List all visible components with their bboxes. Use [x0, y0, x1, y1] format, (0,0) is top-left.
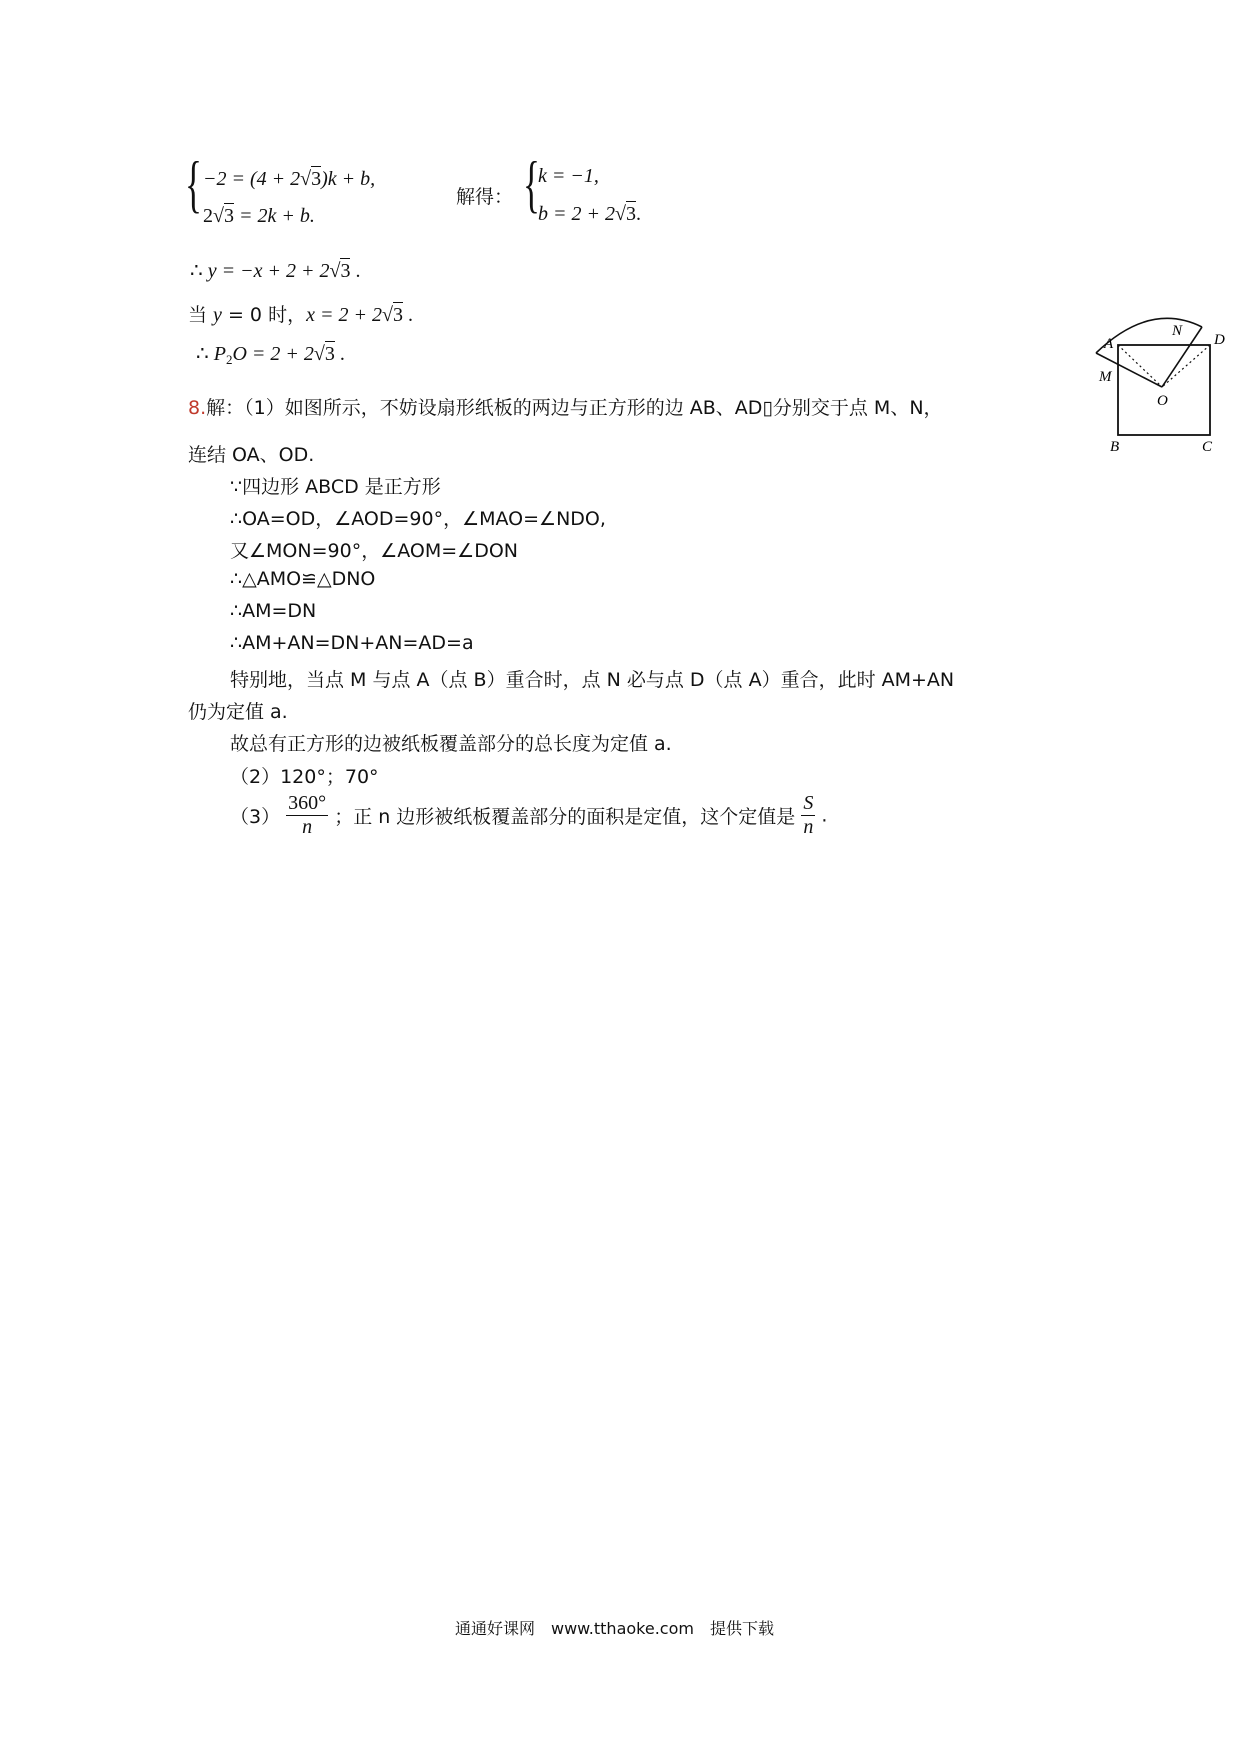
- footer-credit: 通通好课网 www.tthaoke.com 提供下载: [455, 1619, 774, 1638]
- label-d: D: [1214, 332, 1225, 348]
- left-brace-2: {: [523, 148, 540, 219]
- label-n: N: [1172, 323, 1183, 339]
- q8-line1: 8.解：（1）如图所示，不妨设扇形纸板的两边与正方形的边 AB、AD▯分别交于点 M、N，: [188, 397, 943, 419]
- dotted-oa: [1118, 345, 1162, 387]
- q8-part2: （2）120°；70°: [230, 766, 379, 788]
- label-c: C: [1202, 439, 1213, 455]
- label-o: O: [1157, 393, 1168, 409]
- system2-eq1: k = −1,: [538, 165, 599, 187]
- q8-step-3: 又∠MON=90°，∠AOM=∠DON: [230, 540, 518, 562]
- system2-eq2: b = 2 + 2√3.: [538, 203, 641, 225]
- line-p2o: ∴ $P_2O = 2 + 2√3$ .: [196, 343, 345, 367]
- q8-step-2: ∴OA=OD，∠AOD=90°，∠MAO=∠NDO,: [230, 508, 606, 530]
- q8-conclusion: 故总有正方形的边被纸板覆盖部分的总长度为定值 a.: [230, 733, 672, 755]
- q8-special-2: 仍为定值 a.: [188, 701, 288, 723]
- q8-step-1: ∵四边形 ABCD 是正方形: [230, 476, 441, 498]
- q8-step-4: ∴△AMO≌△DNO: [230, 568, 376, 590]
- label-b: B: [1110, 439, 1120, 455]
- fraction-360-over-n: $\frac{360^\circ}{n}$: [288, 792, 327, 838]
- line-y-equation: ∴ y = −x + 2 + 2√3 .: [190, 260, 361, 282]
- q8-part3: （3） $\frac{360^\circ}{n}$ ；正 n 边形被纸板覆盖部分的面积是定值，这个定值是 $\frac{S}{n}$ .: [230, 792, 828, 838]
- label-m: M: [1099, 369, 1112, 385]
- q8-special-1: 特别地，当点 M 与点 A（点 B）重合时，点 N 必与点 D（点 A）重合，此时 AM+AN: [230, 669, 955, 691]
- square-abcd: [1118, 345, 1210, 435]
- fraction-s-over-n: $\frac{S}{n}$: [803, 792, 814, 838]
- q8-step-6: ∴AM+AN=DN+AN=AD=a: [230, 632, 474, 654]
- q8-line2: 连结 OA、OD.: [188, 444, 315, 466]
- square-sector-figure: [1090, 305, 1230, 455]
- left-brace-1: {: [185, 148, 202, 219]
- label-a: A: [1104, 336, 1114, 352]
- q8-step-5: ∴AM=DN: [230, 600, 317, 622]
- system1-eq1: −2 = (4 + 2√3)k + b,: [203, 168, 376, 190]
- system1-eq2: 2√3 = 2k + b.: [203, 205, 315, 227]
- line-x-value: 当 y = 0 时，x = 2 + 2√3 .: [188, 304, 413, 326]
- solve-label: 解得：: [456, 186, 514, 208]
